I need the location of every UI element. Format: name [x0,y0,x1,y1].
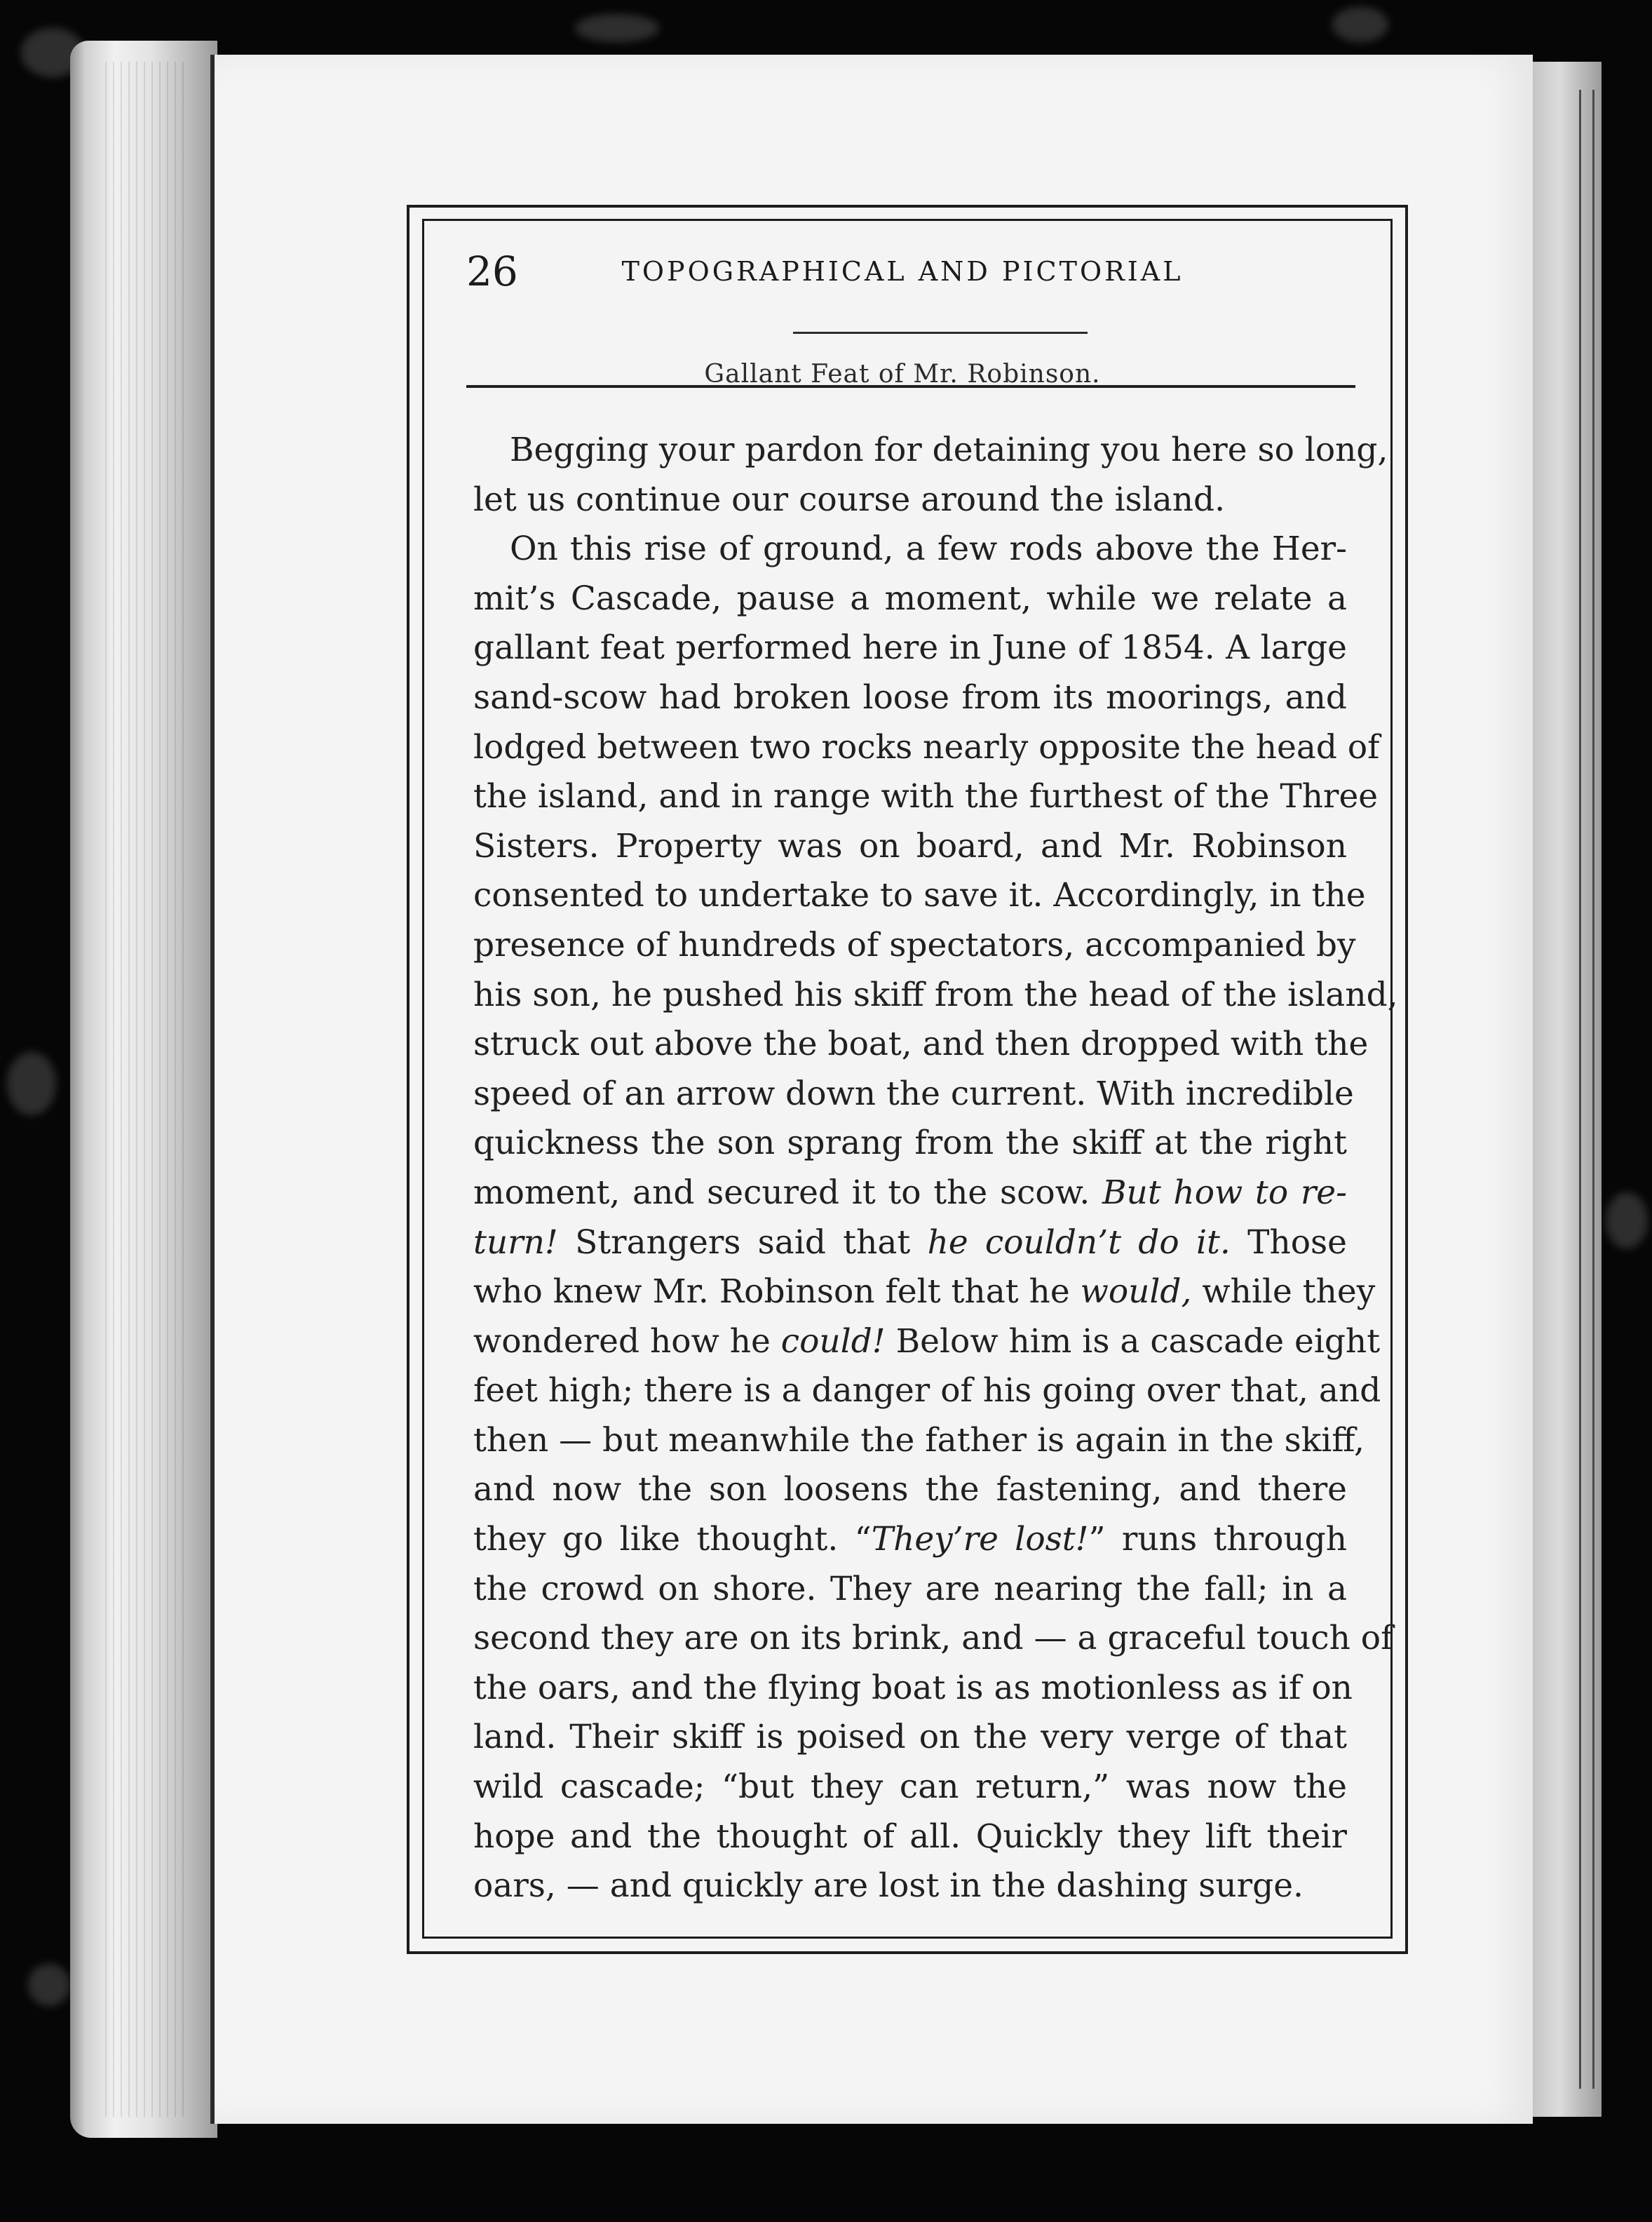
text-line: On this rise of ground, a few rods above the Her- [510,530,1347,569]
text-run: Strangers said that [575,1223,911,1262]
text-line: wild cascade; “but they can return,” was now the [473,1767,1347,1807]
italic-text: turn! [473,1223,558,1262]
page-inner-frame [422,219,1398,1939]
text-line: consented to undertake to save it. Accordingly, in the [473,876,1366,915]
text-line: gallant feat performed here in June of 1854. A large [473,628,1347,668]
text-run: wondered how he [473,1321,771,1361]
text-line [473,1317,1381,1367]
text-line: the crowd on shore. They are nearing the fall; in a [473,1569,1347,1608]
background-speck [7,1052,56,1115]
text-line: quickness the son sprang from the skiff at the right [473,1124,1347,1163]
text-line [473,1267,1376,1317]
text-line: struck out above the boat, and then dropped with the [473,1025,1369,1064]
text-run: moment, and secured it to the scow. [473,1173,1090,1212]
text-run: Below him is a cascade eight [895,1321,1381,1361]
text-line: land. Their skiff is poised on the very verge of that [473,1718,1347,1757]
text-line: oars, — and quickly are lost in the dashing surge. [473,1866,1304,1906]
text-run: they go like thought. “ [473,1520,872,1559]
paragraph [473,426,1388,525]
divider-rule [466,385,1355,388]
text-line: lodged between two rocks nearly opposite the head of [473,727,1380,767]
running-head: TOPOGRAPHICAL AND PICTORIAL [621,256,1184,287]
background-speck [575,14,659,42]
background-speck [1606,1192,1648,1248]
text-run: ” runs through [1088,1520,1347,1559]
book-page-edges [70,41,217,2138]
text-line: and now the son loosens the fastening, and there [473,1470,1347,1509]
italic-text: But how to re- [1102,1173,1347,1212]
text-line [473,1218,1347,1268]
text-run: who knew Mr. Robinson felt that he [473,1272,1070,1312]
text-line [473,1515,1347,1565]
text-line: Begging your pardon for detaining you here so long, [510,431,1388,469]
text-line: the oars, and the flying boat is as motionless as if on [473,1668,1353,1707]
text-line: mit’s Cascade, pause a moment, while we relate a [473,579,1347,618]
text-line: hope and the thought of all. Quickly they lift their [473,1817,1347,1856]
text-run: Those [1247,1223,1347,1262]
body-text [473,426,1398,1911]
text-line: let us continue our course around the island. [473,480,1226,519]
section-title: Gallant Feat of Mr. Robinson. [704,360,1101,389]
text-line: feet high; there is a danger of his going over that, and [473,1371,1381,1410]
text-line: his son, he pushed his skiff from the head of the island, [473,975,1398,1014]
text-line: Sisters. Property was on board, and Mr. Robinson [473,826,1347,866]
italic-text: They’re lost! [871,1520,1089,1559]
italic-text: could! [780,1321,886,1361]
adjacent-page-edge [1522,62,1602,2117]
text-line: presence of hundreds of spectators, accompanied by [473,925,1356,964]
page-header [449,248,1355,389]
paragraph [473,525,1398,1911]
page-number: 26 [466,248,518,295]
page-border-frame [407,205,1408,1954]
text-line: the island, and in range with the furthest of the Three [473,777,1379,816]
text-line: second they are on its brink, and — a graceful touch of [473,1619,1393,1658]
background-speck [28,1964,70,2006]
text-line: then — but meanwhile the father is again in the skiff, [473,1420,1365,1460]
text-line: sand-scow had broken loose from its moorings, and [473,678,1347,717]
text-run: while they [1202,1272,1376,1312]
italic-text: would, [1080,1272,1192,1312]
header-rule [793,332,1088,334]
text-line: speed of an arrow down the current. With incredible [473,1074,1354,1113]
italic-text: he couldn’t do it. [927,1223,1231,1262]
background-speck [1332,7,1388,42]
text-line [473,1169,1347,1218]
